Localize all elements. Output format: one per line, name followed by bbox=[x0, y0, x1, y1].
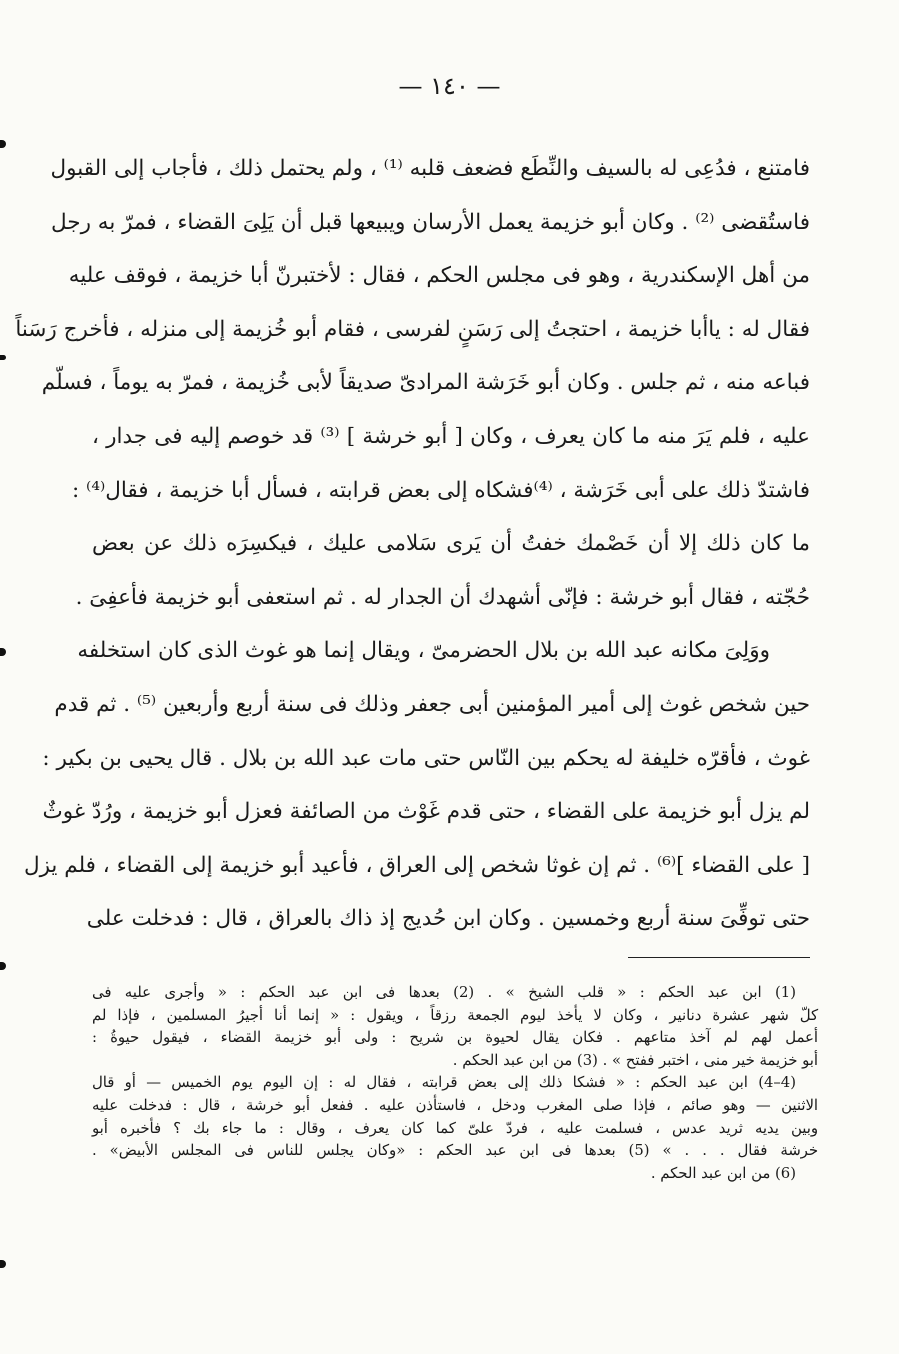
text-line: عليه ، فلم يَرَ منه ما كان يعرف ، وكان [ أبو خرشة ] ⁽³⁾ قد خوصم إليه فى جدار ، bbox=[92, 423, 810, 449]
footnote-line: الاثنين — وهو صائم ، فإذا صلى المغرب ودخل ، فاستأذن عليه . ففعل أبو خرشة ، قال : فدخلت عليه bbox=[92, 1096, 818, 1114]
scan-edge-mark bbox=[0, 140, 6, 148]
scan-edge-mark bbox=[0, 962, 6, 970]
footnote-line: (6) من ابن عبد الحكم . bbox=[650, 1164, 796, 1182]
footnote-line: وبين يديه ثريد عدس ، فسلمت عليه ، فردّ علىّ كما كان يعرف ، وقال : ما جاء بك ؟ فأخبره أبو bbox=[92, 1119, 818, 1137]
text-line: لم يزل أبو خزيمة على القضاء ، حتى قدم غَوْث من الصائفة فعزل أبو خزيمة ، ورُدّ غوثٌ bbox=[42, 799, 810, 825]
footnotes bbox=[92, 982, 818, 1185]
scan-edge-mark bbox=[0, 648, 6, 656]
text-line: فباعه منه ، ثم جلس . وكان أبو خَرَشة المرادىّ صديقاً لأبى خُزيمة ، فمرّ به يوماً ، فسلّم bbox=[41, 370, 810, 396]
footnote-line: (1) ابن عبد الحكم : « قلب الشيخ » . (2) بعدها فى ابن عبد الحكم : « وأجرى عليه فى bbox=[92, 984, 796, 1001]
footnote-line: (4–4) ابن عبد الحكم : « فشكا ذلك إلى بعض قرابته ، فقال له : إن اليوم يوم الخميس — أو قال bbox=[92, 1074, 796, 1092]
main-text bbox=[15, 142, 810, 946]
text-line: فاشتدّ ذلك على أبى خَرَشة ، ⁽⁴⁾فشكاه إلى بعض قرابته ، فسأل أبا خزيمة ، فقال⁽⁴⁾ : bbox=[71, 477, 810, 503]
text-line: من أهل الإسكندرية ، وهو فى مجلس الحكم ، فقال : لأختبرنّ أبا خزيمة ، فوقف عليه bbox=[68, 263, 810, 289]
scan-edge-mark bbox=[0, 355, 6, 360]
footnote-line: أعمل لهم لم آخذ متاعهم . فكان يقال لحيوة بن شريح : ولى أبو خزيمة القضاء ، فيقول حيوةُ : bbox=[92, 1029, 818, 1047]
text-line: فامتنع ، فدُعِى له بالسيف والنِّطَع فضعف قلبه ⁽¹⁾ ، ولم يحتمل ذلك ، فأجاب إلى القبول bbox=[50, 156, 810, 181]
scan-edge-mark bbox=[0, 1260, 6, 1268]
page-number: — ١٤٠ — bbox=[398, 72, 501, 100]
text-line: [ على القضاء ]⁽⁶⁾ . ثم إن غوثا شخص إلى العراق ، فأعيد أبو خزيمة إلى القضاء ، فلم يزل bbox=[23, 852, 810, 878]
text-line: فاستُقضى ⁽²⁾ . وكان أبو خزيمة يعمل الأرسان ويبيعها قبل أن يَلِىَ القضاء ، فمرّ به رجل bbox=[51, 209, 810, 235]
text-line: حين شخص غوث إلى أمير المؤمنين أبى جعفر وذلك فى سنة أربع وأربعين ⁽⁵⁾ . ثم قدم bbox=[54, 691, 810, 717]
text-line: حتى توفِّىَ سنة أربع وخمسين . وكان ابن حُديج إذ ذاك بالعراق ، قال : فدخلت على bbox=[86, 906, 810, 932]
footnote-line: كلّ شهر عشرة دنانير ، وكان لا يأخذ ليوم الجمعة رزقاً ، ويقول : « إنما أنا أجيرُ المسلمين ، فإذا لم bbox=[92, 1006, 818, 1024]
text-line: ما كان ذلك إلا أن خَصْمك خفتُ أن يَرى سَلامى عليك ، فيكسِرَه ذلك عن بعض bbox=[92, 531, 810, 557]
footnote-separator bbox=[628, 957, 810, 958]
text-line: فقال له : ياأبا خزيمة ، احتجتُ إلى رَسَنٍ لفرسى ، فقام أبو خُزيمة إلى منزله ، فأخرج رَسَناً bbox=[15, 316, 810, 342]
text-line: غوث ، فأقرّه خليفة له يحكم بين النّاس حتى مات عبد الله بن بلال . قال يحيى بن بكير : bbox=[42, 745, 810, 771]
text-line: ووَلِىَ مكانه عبد الله بن بلال الحضرمىّ ، ويقال إنما هو غوث الذى كان استخلفه bbox=[77, 638, 770, 664]
text-line: حُجّته ، فقال أبو خرشة : فإنّى أشهدك أن الجدار له . ثم استعفى أبو خزيمة فأعفِىَ . bbox=[75, 584, 810, 610]
footnote-line: أبو خزيمة خير منى ، اختبر ففتح » . (3) من ابن عبد الحكم . bbox=[452, 1051, 818, 1069]
footnote-line: خرشة فقال . . . » (5) بعدها فى ابن عبد الحكم : «وكان يجلس للناس فى المجلس الأبيض» . bbox=[92, 1142, 818, 1160]
